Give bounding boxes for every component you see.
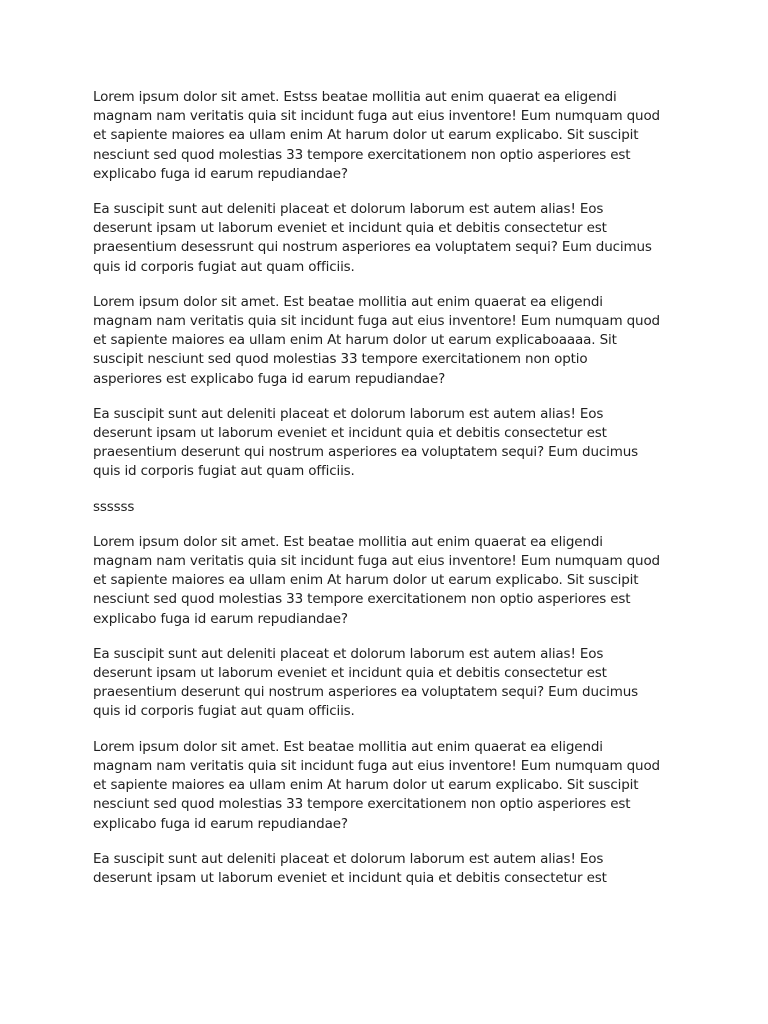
paragraph-2: Ea suscipit sunt aut deleniti placeat et dolorum laborum est autem alias! Eos deserunt ipsam ut laborum eveniet et incidunt quia et debitis consectetur est praesentium desessrunt qui nostrum asperiores ea voluptatem sequi? Eum ducimus quis id corporis fugiat aut quam officiis. [93,201,652,275]
paragraph-1: Lorem ipsum dolor sit amet. Estss beatae mollitia aut enim quaerat ea eligendi magnam nam veritatis quia sit incidunt fuga aut eius inventore! Eum numquam quod et sapiente maiores ea ullam enim At harum dolor ut earum explicabo. Sit suscipit nesciunt sed quod molestias 33 tempore exercitationem non optio asperiores est explicabo fuga id earum repudiandae? [93,89,660,182]
paragraph-6: Lorem ipsum dolor sit amet. Est beatae mollitia aut enim quaerat ea eligendi magnam nam veritatis quia sit incidunt fuga aut eius inventore! Eum numquam quod et sapiente maiores ea ullam enim At harum dolor ut earum explicabo. Sit suscipit nesciunt sed quod molestias 33 tempore exercitationem non optio asperiores est explicabo fuga id earum repudiandae? [93,533,660,627]
paragraph-7: Ea suscipit sunt aut deleniti placeat et dolorum laborum est autem alias! Eos deserunt ipsam ut laborum eveniet et incidunt quia et debitis consectetur est praesentium deserunt qui nostrum asperiores ea voluptatem sequi? Eum ducimus quis id corporis fugiat aut quam officiis. [93,645,639,720]
document-body[interactable] [93,88,683,904]
paragraph-4: Ea suscipit sunt aut deleniti placeat et dolorum laborum est autem alias! Eos deserunt ipsam ut laborum eveniet et incidunt quia et debitis consectetur est praesentium deserunt qui nostrum asperiores ea voluptatem sequi? Eum ducimus quis id corporis fugiat aut quam officiis. [93,405,639,480]
paragraph-3: Lorem ipsum dolor sit amet. Est beatae mollitia aut enim quaerat ea eligendi magnam nam veritatis quia sit incidunt fuga aut eius inventore! Eum numquam quod et sapiente maiores ea ullam enim At harum dolor ut earum explicaboaaaa. Sit suscipit nesciunt sed quod molestias 33 tempore exercitationem non optio asperiores est explicabo fuga id earum repudiandae? [93,293,660,387]
paragraph-8: Lorem ipsum dolor sit amet. Est beatae mollitia aut enim quaerat ea eligendi magnam nam veritatis quia sit incidunt fuga aut eius inventore! Eum numquam quod et sapiente maiores ea ullam enim At harum dolor ut earum explicabo. Sit suscipit nesciunt sed quod molestias 33 tempore exercitationem non optio asperiores est explicabo fuga id earum repudiandae? [93,738,660,832]
paragraph-5: ssssss [93,498,135,515]
paragraph-9: Ea suscipit sunt aut deleniti placeat et dolorum laborum est autem alias! Eos deserunt ipsam ut laborum eveniet et incidunt quia et debitis consectetur est [93,850,607,886]
